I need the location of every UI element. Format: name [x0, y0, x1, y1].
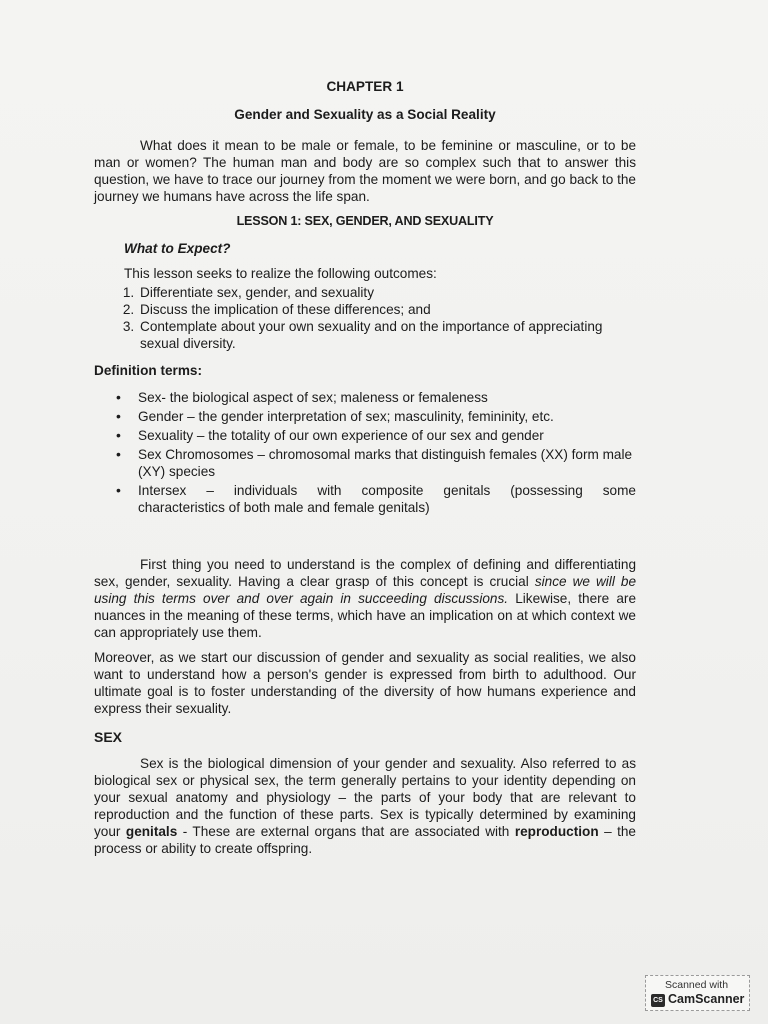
paragraph-2: Moreover, as we start our discussion of gender and sexuality as social realities, we also want to understand how a person's gender is expressed from birth to adulthood. Our ultimate goal is to foster understanding of the diversity of how humans experience and express their sexuality. — [94, 650, 636, 716]
paragraph-1 — [94, 556, 636, 641]
definitions-list — [94, 389, 636, 516]
sex-paragraph-c: - These are external organs that are associated with — [177, 824, 515, 839]
list-item: • Gender – the gender interpretation of sex; masculinity, femininity, etc. — [138, 408, 636, 425]
list-item — [138, 482, 636, 516]
list-item: 1. Differentiate sex, gender, and sexuality — [138, 284, 636, 301]
chapter-label: CHAPTER 1 — [326, 79, 404, 94]
definitions-heading: Definition terms: — [94, 363, 202, 378]
watermark-caption: Scanned with — [665, 979, 729, 991]
list-item: 3. Contemplate about your own sexuality and on the importance of appreciating sexual diversity. — [138, 318, 636, 352]
expect-heading: What to Expect? — [124, 241, 231, 256]
sex-paragraph-a: Sex is the biological dimension of your gender and sexuality. Also referred to as biological sex or physical sex, the term generally pertains to your identity depending on your sexual anatomy and physiology – the parts of your body that are relevant to reproduction and the function of these parts. Sex is typically determined by examining your — [94, 756, 636, 839]
paragraph-1-c: Likewise, there are nuances in the meaning of these terms, which have an implication on at which context we can appropriately use them. — [94, 591, 637, 640]
intersex-line: • Intersex – individuals with composite genitals (possessing some — [138, 483, 636, 498]
lesson-title: LESSON 1: SEX, GENDER, AND SEXUALITY — [236, 214, 494, 228]
sex-heading: SEX — [94, 729, 123, 745]
watermark-brand: CamScanner — [668, 992, 745, 1006]
document-body — [94, 78, 636, 865]
list-item: • Sex Chromosomes – chromosomal marks that distinguish females (XX) form male (XY) species — [138, 446, 636, 480]
sex-paragraph — [94, 755, 636, 857]
expect-intro: This lesson seeks to realize the following outcomes: — [124, 266, 437, 281]
intro-paragraph: What does it mean to be male or female, to be feminine or masculine, or to be man or women? The human man and body are so complex such that to answer this question, we have to trace our journey from the moment we were born, and go back to the journey we humans have across the life span. — [94, 138, 636, 204]
genitals-term: genitals — [125, 824, 178, 839]
sex-paragraph-e: – the process or ability to create offspring. — [94, 824, 636, 856]
intersex-continuation: characteristics of both male and female genitals) — [138, 500, 430, 515]
paragraph-1-a: First thing you need to understand is the complex of defining and differentiating sex, gender, sexuality. Having a clear grasp of this concept is crucial — [94, 557, 636, 589]
paragraph-1-italic: since we will be using this terms over and over again in succeeding discussions. — [94, 574, 636, 606]
list-item: • Sex- the biological aspect of sex; maleness or femaleness — [138, 389, 636, 406]
list-item: • Sexuality – the totality of our own experience of our sex and gender — [138, 427, 636, 444]
list-item: 2. Discuss the implication of these differences; and — [138, 301, 636, 318]
chapter-title: Gender and Sexuality as a Social Reality — [234, 107, 496, 122]
camscanner-watermark — [645, 975, 750, 1011]
reproduction-term: reproduction — [514, 824, 599, 839]
camscanner-logo-icon: CS — [651, 994, 665, 1007]
outcomes-list — [94, 284, 636, 352]
